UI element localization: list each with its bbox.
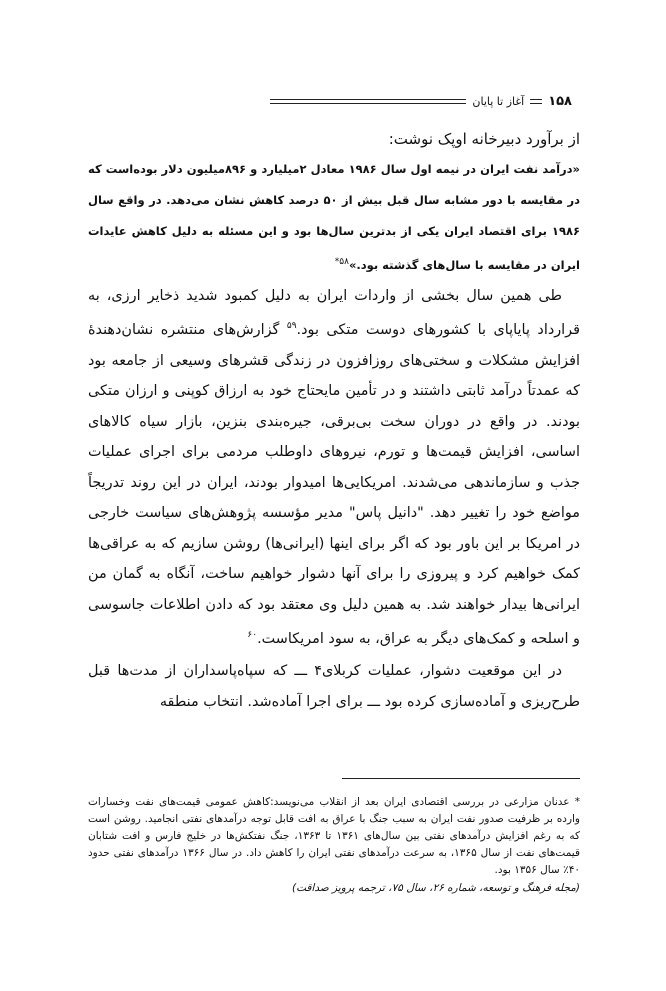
paragraph-2: در این موقعیت دشوار، عملیات کربلای۴ ـــ که سپاه‌پاسداران از مدت‌ها قبل طرح‌ریزی و آماده‌سازی کرده بود ـــ برای اجرا آماده‌شد. انتخاب منطقه: [88, 663, 580, 710]
block-quote: [88, 154, 580, 281]
running-header: [270, 92, 572, 110]
footnote: [88, 794, 580, 897]
paragraph-1: [88, 281, 580, 655]
book-title: آغاز تا پایان: [472, 94, 525, 108]
intro-line: از برآورد دبیرخانه اوپک نوشت:: [388, 130, 580, 148]
footnote-text: * عدنان مزارعی در بررسی اقتصادی ایران بعد از انقلاب می‌نویسد:کاهش عمومی قیمت‌های نفت وخسارات وارده بر ظرفیت صدور نفت ایران به سبب جنگ با عراق به افت قابل توجه درآمدهای نفتی انجامید. روشن است که به رغم افزایش درآمدهای نفتی بین سال‌های ۱۳۶۱ تا ۱۳۶۳، جنگ نفتکش‌ها در خلیج فارس و افت شتابان قیمت‌های نفت از سال ۱۳۶۵، به سرعت درآمدهای نفتی ایران را کاهش داد. در سال ۱۳۶۶ درآمدهای نفتی حدود ۴۰٪ سال ۱۳۵۶ بود.: [88, 796, 580, 876]
footnote-source: (مجله فرهنگ و توسعه، شماره ۲۶، سال ۷۵، ترجمه پرویز صداقت): [291, 882, 580, 894]
footnote-separator: [342, 778, 580, 779]
paragraph-1-part-2: گزارش‌های منتشره نشان‌دهندهٔ افزایش مشکلات و سختی‌های روزافزون در زندگی قشرهای وسیعی از جامعه بود که عمدتاً درآمد ثابتی داشتند و در تأمین مایحتاج خود به ارزاق کوپنی و ارزان متکی بودند. در واقع در دوران سخت بی‌برقی، جیره‌بندی بنزین، بازار سیاه کالاهای اساسی، افزایش قیمت‌ها و تورم، نیروهای داوطلب مردمی برای اجرای عملیات جذب و سازماندهی می‌شدند. امریکایی‌ها امیدوار بودند، ایران در این روند تدریجاً مواضع خود را تغییر دهد. "دانیل پاس" مدیر مؤسسه پژوهش‌های سیاست خارجی در امریکا بر این باور بود که اگر برای اینها (ایرانی‌ها) روشن سازیم که به عراقی‌ها کمک خواهیم کرد و پیروزی را برای آنها دشوار خواهیم ساخت، آنگاه به گمان من ایرانی‌ها بیدار خواهند شد. به همین دلیل وی معتقد بود که دادن اطلاعات جاسوسی و اسلحه و کمک‌های دیگر به عراق، به سود امریکاست.: [88, 322, 580, 647]
header-rule: [270, 99, 466, 104]
paragraph-1-part-1: طی همین سال بخشی از واردات ایران به دلیل کمبود شدید ذخایر ارزی، به قرارداد پایاپای با کشورهای دوست متکی بود.: [88, 287, 580, 339]
header-dash: [530, 99, 542, 104]
footnote-ref-59: ۵۹: [286, 321, 297, 332]
quote-reference: ۵۸*: [334, 257, 349, 267]
footnote-ref-60: ۶۰: [247, 630, 258, 641]
quote-text: «درآمد نفت ایران در نیمه اول سال ۱۹۸۶ معادل ۲میلیارد و ۸۹۶میلیون دلار بوده‌است که در مقایسه با دور مشابه سال قبل بیش از ۵۰ درصد کاهش نشان می‌دهد. در واقع سال ۱۹۸۶ برای اقتصاد ایران یکی از بدترین سال‌ها بود و این مسئله به دلیل کاهش عایدات ایران در مقایسه با سال‌های گذشته بود.»: [88, 162, 581, 272]
main-text: [88, 124, 580, 717]
page-number: ۱۵۸: [548, 93, 572, 109]
